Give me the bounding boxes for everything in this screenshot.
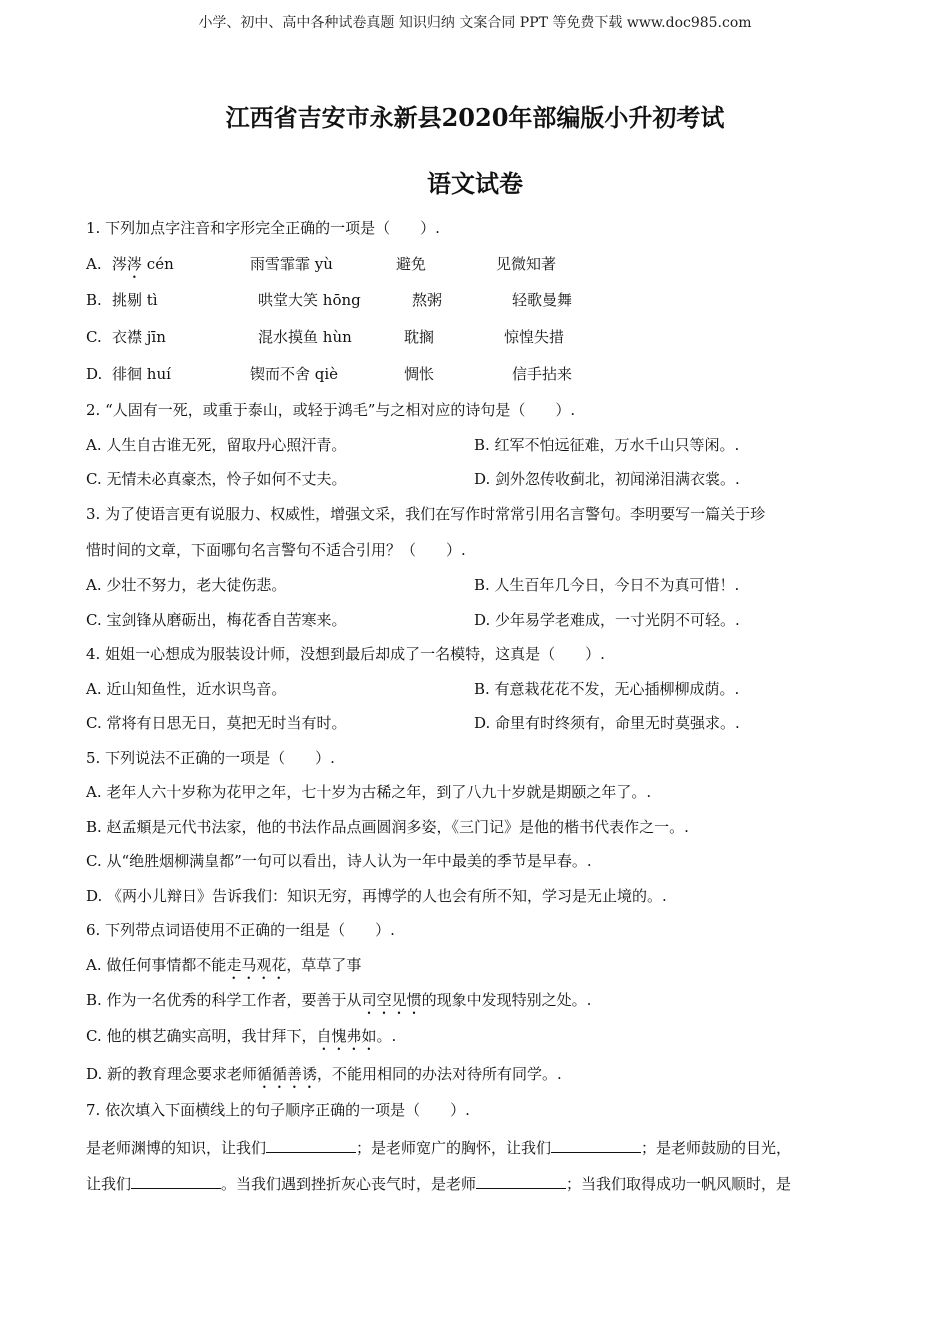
q6-option-d: D. 新的教育理念要求老师循循善诱，不能用相同的办法对待所有同学。. [86,1065,562,1083]
q1-option-b-word3: 熬粥 [412,291,443,309]
page-header: 小学、初中、高中各种试卷真题 知识归纳 文案合同 PPT 等免费下载 www.doc985.com [198,15,752,31]
q3-option-b: B. 人生百年几今日，今日不为真可惜！. [474,576,740,594]
q4-option-d: D. 命里有时终须有，命里无时莫强求。. [474,714,740,732]
q1-option-d-word2: 锲而不舍 qiè [250,365,339,383]
q6-option-a: A. 做任何事情都不能走马观花，草草了事 [86,956,362,974]
question-3-stem-line1: 3. 为了使语言更有说服力、权威性，增强文采，我们在写作时常常引用名言警句。李明要写一篇关于珍 [86,505,766,523]
question-7-stem: 7. 依次填入下面横线上的句子顺序正确的一项是（ ）. [86,1101,470,1119]
q1-option-a-word4: 见微知著 [496,255,557,273]
q1-option-b-word1: 挑剔 tì [112,291,158,309]
q2-option-c: C. 无情未必真豪杰，怜子如何不丈夫。 [86,470,347,488]
q7-blank-4[interactable] [476,1172,566,1189]
q1-option-a-label: A. [86,255,102,273]
q1-option-b-word2: 哄堂大笑 hōng [258,291,361,309]
q5-option-b: B. 赵孟頫是元代书法家，他的书法作品点画圆润多姿，《三门记》是他的楷书代表作之一。. [86,818,689,836]
q1-option-d-word4: 信手拈来 [512,365,573,383]
q1-option-d-label: D. [86,365,103,383]
q7-passage-line1: 是老师渊博的知识，让我们 ；是老师宽广的胸怀，让我们 ；是老师鼓励的目光， [86,1136,791,1158]
q1-option-d-word3: 惆怅 [404,365,435,383]
q5-option-a: A. 老年人六十岁称为花甲之年，七十岁为古稀之年，到了八九十岁就是期颐之年了。. [86,783,652,801]
question-6-stem: 6. 下列带点词语使用不正确的一组是（ ）. [86,921,395,939]
q2-option-a: A. 人生自古谁无死，留取丹心照汗青。 [86,436,347,454]
q1-option-b-word4: 轻歌曼舞 [512,291,573,309]
q5-option-d: D. 《两小儿辩日》告诉我们：知识无穷，再博学的人也会有所不知，学习是无止境的。. [86,887,667,905]
q3-option-c: C. 宝剑锋从磨砺出，梅花香自苦寒来。 [86,611,347,629]
q4-option-c: C. 常将有日思无日，莫把无时当有时。 [86,714,347,732]
question-3-stem-line2: 惜时间的文章，下面哪句名言警句不适合引用？（ ）. [86,541,466,559]
q7-blank-3[interactable] [131,1172,221,1189]
exam-subtitle: 语文试卷 [427,169,523,198]
q4-option-b: B. 有意栽花花不发，无心插柳柳成荫。. [474,680,740,698]
q1-option-c-word2: 混水摸鱼 hùn [258,328,352,346]
q1-option-a-word2: 雨雪霏霏 yù [250,255,333,273]
q1-option-c-word1: 衣襟 jīn [112,328,166,346]
q1-option-a-word1: 涔涔 cén [112,255,174,273]
q1-option-c-word4: 惊惶失措 [504,328,565,346]
q4-option-a: A. 近山知鱼性，近水识鸟音。 [86,680,287,698]
q6-option-c: C. 他的棋艺确实高明，我甘拜下，自愧弗如。. [86,1027,397,1045]
q1-option-c-label: C. [86,328,102,346]
q1-option-d-word1: 徘徊 huí [112,365,171,383]
q3-option-d: D. 少年易学老难成，一寸光阴不可轻。. [474,611,740,629]
q1-option-a-word3: 避免 [396,255,427,273]
question-1-stem: 1. 下列加点字注音和字形完全正确的一项是（ ）. [86,219,440,237]
q1-option-b-label: B. [86,291,102,309]
q7-blank-2[interactable] [551,1136,641,1153]
q5-option-c: C. 从“绝胜烟柳满皇都”一句可以看出，诗人认为一年中最美的季节是早春。. [86,852,592,870]
question-5-stem: 5. 下列说法不正确的一项是（ ）. [86,749,335,767]
q7-passage-line2: 让我们 。当我们遇到挫折灰心丧气时，是老师 ；当我们取得成功一帆风顺时，是 [86,1172,791,1194]
question-4-stem: 4. 姐姐一心想成为服装设计师，没想到最后却成了一名模特，这真是（ ）. [86,645,605,663]
exam-title: 江西省吉安市永新县2020年部编版小升初考试 [225,103,725,132]
q7-blank-1[interactable] [266,1136,356,1153]
q1-option-c-word3: 耽搁 [404,328,435,346]
q6-option-b: B. 作为一名优秀的科学工作者，要善于从司空见惯的现象中发现特别之处。. [86,991,592,1009]
q3-option-a: A. 少壮不努力，老大徒伤悲。 [86,576,287,594]
q2-option-b: B. 红军不怕远征难，万水千山只等闲。. [474,436,740,454]
question-2-stem: 2. “人固有一死，或重于泰山，或轻于鸿毛”与之相对应的诗句是（ ）. [86,401,576,419]
q2-option-d: D. 剑外忽传收蓟北，初闻涕泪满衣裳。. [474,470,740,488]
